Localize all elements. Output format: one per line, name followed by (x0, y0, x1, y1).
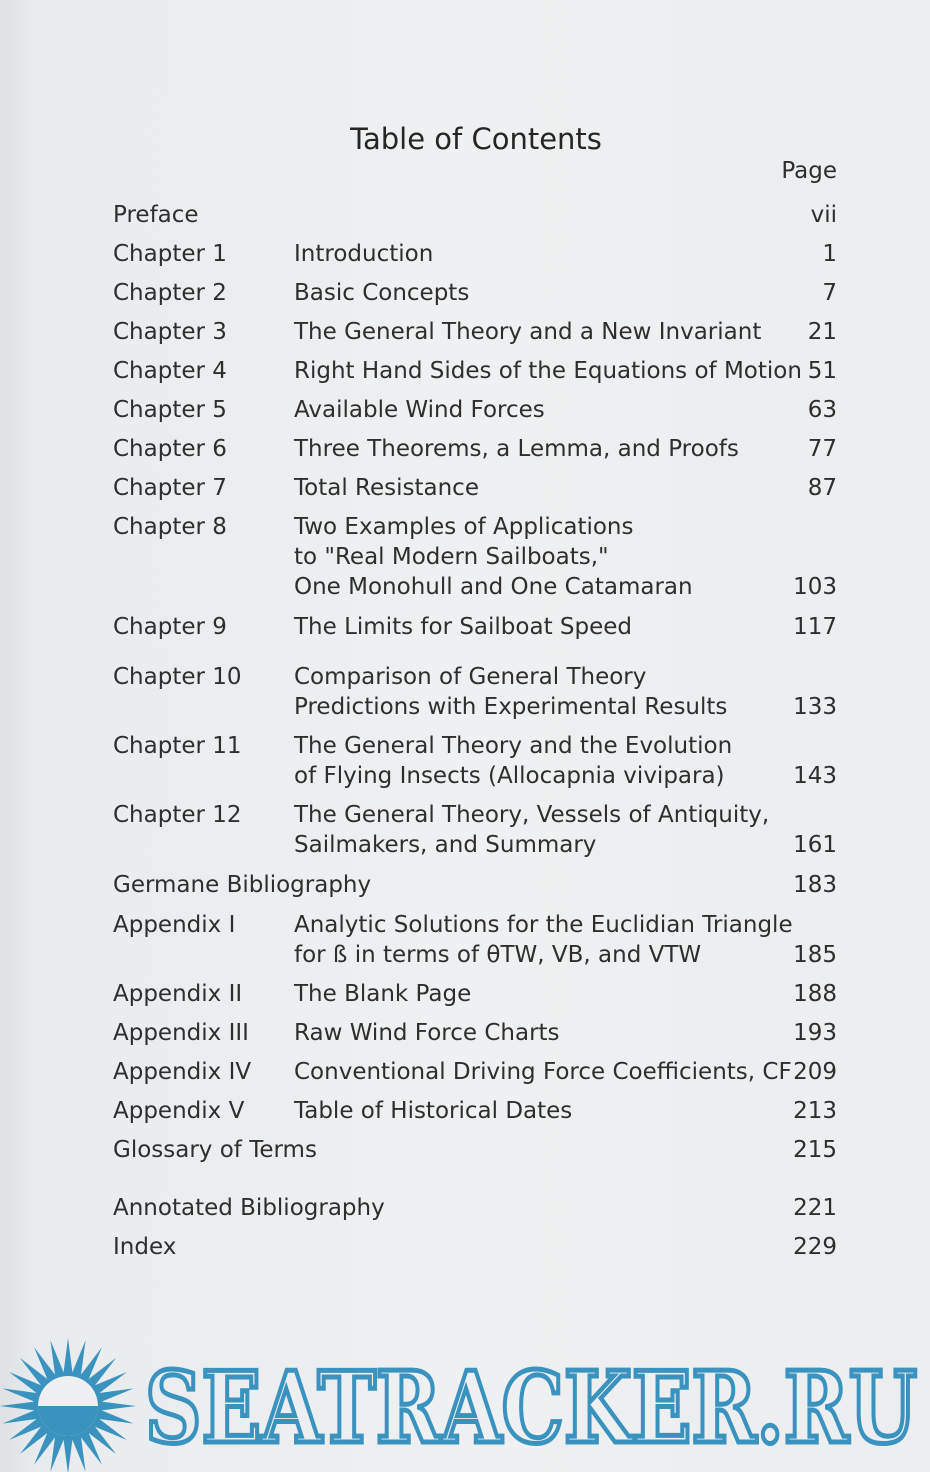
sun-icon (0, 1338, 136, 1472)
toc-entry-page: vii (810, 202, 837, 228)
toc-entry-page: 143 (793, 763, 837, 789)
toc-entry-page: 185 (793, 942, 837, 968)
toc-entry-title (294, 395, 545, 425)
toc-entry-page: 229 (793, 1234, 837, 1260)
toc-entry-page: 1 (822, 241, 837, 267)
toc-entry-title (294, 612, 632, 642)
toc-entry-label: Chapter 10 (113, 664, 242, 690)
toc-entry-title (294, 356, 802, 386)
toc-entry-title-line: The General Theory and a New Invariant (294, 319, 762, 345)
toc-entry-title-line: to "Real Modern Sailboats," (294, 544, 609, 570)
toc-entry-title-line: Analytic Solutions for the Euclidian Triangle (294, 912, 793, 938)
toc-entry-page: 193 (793, 1020, 837, 1046)
toc-entry-title-line: Sailmakers, and Summary (294, 832, 597, 858)
toc-entry-title-line: The General Theory, Vessels of Antiquity, (294, 802, 770, 828)
toc-entry-title (294, 662, 727, 722)
page-title: Table of Contents (350, 122, 602, 156)
toc-entry-title-line: Introduction (294, 241, 434, 267)
watermark (0, 1330, 930, 1472)
toc-entry-page: 63 (807, 397, 837, 423)
toc-entry-title (294, 1018, 560, 1048)
toc-entry-title (294, 317, 761, 347)
toc-entry-title-line: Conventional Driving Force Coefficients, CF (294, 1059, 792, 1085)
toc-entry-label: Appendix I (113, 912, 236, 938)
toc-entry-label: Preface (113, 202, 199, 228)
toc-entry-title-line: Raw Wind Force Charts (294, 1020, 560, 1046)
toc-entry-label: Chapter 3 (113, 319, 227, 345)
toc-entry-page: 209 (793, 1059, 837, 1085)
toc-entry-label: Chapter 12 (113, 802, 242, 828)
toc-entry-title (294, 910, 793, 970)
toc-entry-label: Chapter 9 (113, 614, 227, 640)
toc-entry-title-line: The Blank Page (294, 981, 472, 1007)
toc-entry-title (294, 979, 471, 1009)
toc-entry-title (294, 1096, 572, 1126)
toc-entry-title-line: Comparison of General Theory (294, 664, 647, 690)
toc-entry-title-line: Basic Concepts (294, 280, 470, 306)
toc-entry-label: Index (113, 1234, 177, 1260)
toc-entry-label: Chapter 2 (113, 280, 227, 306)
toc-entry-page: 77 (807, 436, 837, 462)
toc-entry-label: Appendix V (113, 1098, 245, 1124)
toc-entry-page: 215 (793, 1137, 837, 1163)
toc-entry-page: 87 (807, 475, 837, 501)
toc-entry-label: Annotated Bibliography (113, 1195, 385, 1221)
toc-entry-page: 7 (822, 280, 837, 306)
toc-entry-label: Chapter 11 (113, 733, 242, 759)
toc-entry-title-line: Right Hand Sides of the Equations of Motion (294, 358, 802, 384)
toc-entry-label: Germane Bibliography (113, 872, 372, 898)
toc-entry-title-line: Two Examples of Applications (294, 514, 634, 540)
toc-entry-title-line: Total Resistance (294, 475, 479, 501)
toc-entry-label: Chapter 8 (113, 514, 227, 540)
toc-entry-title-line: for ß in terms of θTW, VB, and VTW (294, 942, 702, 968)
toc-entry-page: 221 (793, 1195, 837, 1221)
watermark-text: SEATRACKER.RU (145, 1351, 917, 1466)
toc-entry-page: 161 (793, 832, 837, 858)
toc-entry-label: Chapter 5 (113, 397, 227, 423)
toc-entry-page: 51 (807, 358, 837, 384)
toc-entry-label: Chapter 4 (113, 358, 227, 384)
toc-entry-page: 213 (793, 1098, 837, 1124)
toc-entry-title (294, 1057, 792, 1087)
toc-entry-label: Appendix II (113, 981, 243, 1007)
toc-entry-page: 188 (793, 981, 837, 1007)
toc-entry-title-line: of Flying Insects (Allocapnia vivipara) (294, 763, 725, 789)
toc-entry-label: Chapter 7 (113, 475, 227, 501)
toc-entry-title-line: The General Theory and the Evolution (294, 733, 733, 759)
toc-entry-page: 183 (793, 872, 837, 898)
toc-entry-title-line: Predictions with Experimental Results (294, 694, 728, 720)
toc-entry-page: 133 (793, 694, 837, 720)
toc-entry-label: Chapter 6 (113, 436, 227, 462)
toc-entry-label: Glossary of Terms (113, 1137, 317, 1163)
toc-entry-title (294, 278, 469, 308)
toc-entry-title (294, 434, 739, 464)
toc-entry-label: Appendix III (113, 1020, 249, 1046)
page-column-header: Page (781, 158, 837, 184)
toc-entry-title-line: One Monohull and One Catamaran (294, 574, 693, 600)
toc-entry-title-line: Available Wind Forces (294, 397, 545, 423)
toc-entry-page: 103 (793, 574, 837, 600)
toc-entry-title-line: Three Theorems, a Lemma, and Proofs (294, 436, 739, 462)
toc-entry-label: Chapter 1 (113, 241, 227, 267)
toc-entry-title (294, 473, 479, 503)
toc-entry-title (294, 512, 693, 602)
toc-entry-title (294, 731, 732, 791)
toc-entry-title-line: Table of Historical Dates (294, 1098, 573, 1124)
toc-entry-title (294, 239, 433, 269)
toc-entry-page: 21 (807, 319, 837, 345)
toc-entry-label: Appendix IV (113, 1059, 252, 1085)
toc-entry-title-line: The Limits for Sailboat Speed (294, 614, 633, 640)
toc-entry-title (294, 800, 769, 860)
toc-entry-page: 117 (793, 614, 837, 640)
